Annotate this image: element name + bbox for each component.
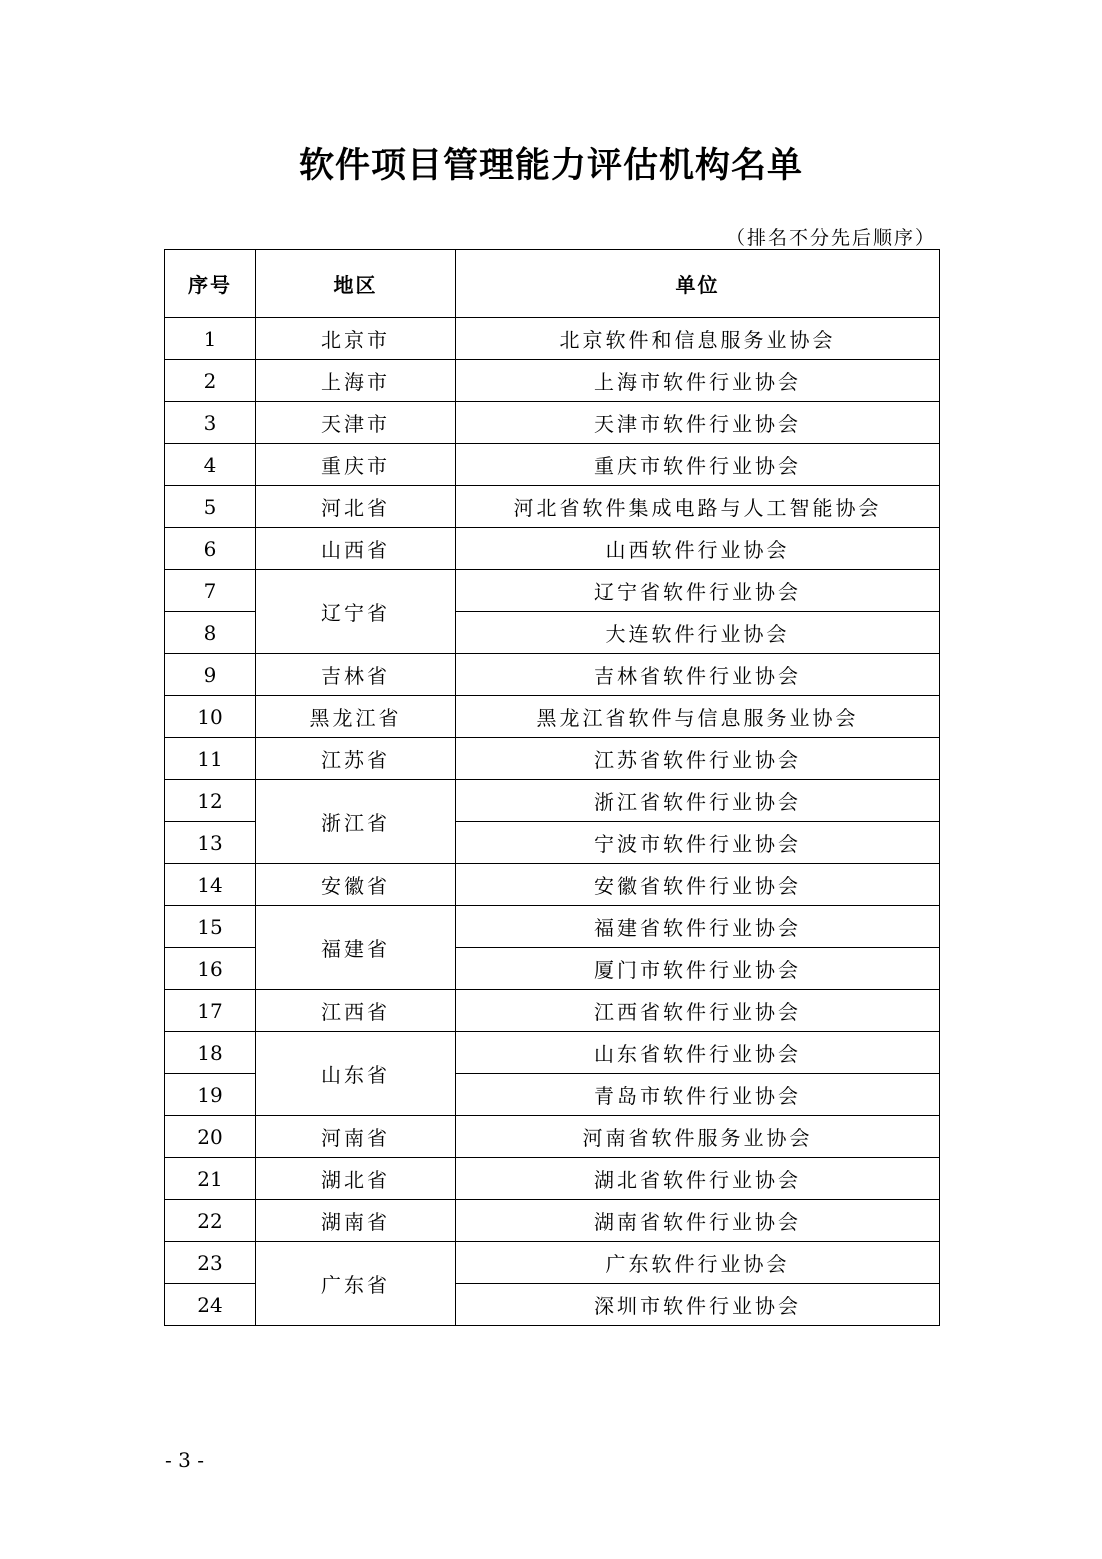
ordering-note: （排名不分先后顺序）: [725, 227, 936, 249]
row-unit: 浙江省软件行业协会: [456, 780, 940, 822]
table-row: [165, 1200, 940, 1242]
row-region: 广东省: [256, 1242, 456, 1326]
row-unit: 广东软件行业协会: [456, 1242, 940, 1284]
row-unit: 深圳市软件行业协会: [456, 1284, 940, 1326]
row-number: 24: [165, 1284, 256, 1326]
row-number: 4: [165, 444, 256, 486]
table-row: [165, 402, 940, 444]
table-row: [165, 1032, 940, 1074]
table-row: [165, 570, 940, 612]
table-row: [165, 738, 940, 780]
row-region: 天津市: [256, 402, 456, 444]
row-region: 浙江省: [256, 780, 456, 864]
row-unit: 黑龙江省软件与信息服务业协会: [456, 696, 940, 738]
row-unit: 天津市软件行业协会: [456, 402, 940, 444]
table-body: [165, 318, 940, 1326]
row-number: 20: [165, 1116, 256, 1158]
row-region: 湖北省: [256, 1158, 456, 1200]
row-region: 上海市: [256, 360, 456, 402]
row-unit: 吉林省软件行业协会: [456, 654, 940, 696]
row-unit: 江西省软件行业协会: [456, 990, 940, 1032]
table-header-row: [165, 250, 940, 318]
table-row: [165, 1158, 940, 1200]
row-unit: 湖北省软件行业协会: [456, 1158, 940, 1200]
row-unit: 辽宁省软件行业协会: [456, 570, 940, 612]
row-region: 河南省: [256, 1116, 456, 1158]
row-region: 江西省: [256, 990, 456, 1032]
row-number: 14: [165, 864, 256, 906]
row-region: 福建省: [256, 906, 456, 990]
header-region: 地区: [256, 250, 456, 318]
header-unit: 单位: [456, 250, 940, 318]
row-number: 19: [165, 1074, 256, 1116]
row-region: 重庆市: [256, 444, 456, 486]
institution-table: [164, 249, 940, 1326]
row-number: 15: [165, 906, 256, 948]
row-region: 北京市: [256, 318, 456, 360]
row-number: 11: [165, 738, 256, 780]
row-number: 9: [165, 654, 256, 696]
row-unit: 北京软件和信息服务业协会: [456, 318, 940, 360]
row-unit: 大连软件行业协会: [456, 612, 940, 654]
table-row: [165, 486, 940, 528]
row-region: 安徽省: [256, 864, 456, 906]
row-region: 山西省: [256, 528, 456, 570]
table-row: [165, 444, 940, 486]
row-number: 8: [165, 612, 256, 654]
page-number: - 3 -: [165, 1448, 204, 1472]
row-region: 山东省: [256, 1032, 456, 1116]
row-unit: 厦门市软件行业协会: [456, 948, 940, 990]
row-unit: 安徽省软件行业协会: [456, 864, 940, 906]
table-row: [165, 990, 940, 1032]
table-row: [165, 780, 940, 822]
row-unit: 福建省软件行业协会: [456, 906, 940, 948]
row-unit: 山东省软件行业协会: [456, 1032, 940, 1074]
row-number: 21: [165, 1158, 256, 1200]
row-region: 吉林省: [256, 654, 456, 696]
row-number: 5: [165, 486, 256, 528]
row-number: 17: [165, 990, 256, 1032]
row-number: 23: [165, 1242, 256, 1284]
row-unit: 江苏省软件行业协会: [456, 738, 940, 780]
row-number: 18: [165, 1032, 256, 1074]
row-region: 江苏省: [256, 738, 456, 780]
table-row: [165, 528, 940, 570]
table-row: [165, 864, 940, 906]
table-row: [165, 360, 940, 402]
row-number: 12: [165, 780, 256, 822]
row-unit: 上海市软件行业协会: [456, 360, 940, 402]
row-region: 河北省: [256, 486, 456, 528]
row-number: 22: [165, 1200, 256, 1242]
row-unit: 河北省软件集成电路与人工智能协会: [456, 486, 940, 528]
row-number: 10: [165, 696, 256, 738]
row-unit: 宁波市软件行业协会: [456, 822, 940, 864]
row-region: 湖南省: [256, 1200, 456, 1242]
row-unit: 山西软件行业协会: [456, 528, 940, 570]
header-no: 序号: [165, 250, 256, 318]
table-row: [165, 696, 940, 738]
row-unit: 湖南省软件行业协会: [456, 1200, 940, 1242]
row-region: 辽宁省: [256, 570, 456, 654]
row-region: 黑龙江省: [256, 696, 456, 738]
row-unit: 重庆市软件行业协会: [456, 444, 940, 486]
row-number: 16: [165, 948, 256, 990]
table-row: [165, 906, 940, 948]
row-unit: 河南省软件服务业协会: [456, 1116, 940, 1158]
table-row: [165, 1116, 940, 1158]
row-number: 7: [165, 570, 256, 612]
row-number: 1: [165, 318, 256, 360]
row-number: 2: [165, 360, 256, 402]
table-row: [165, 654, 940, 696]
row-number: 3: [165, 402, 256, 444]
row-number: 6: [165, 528, 256, 570]
table-row: [165, 1242, 940, 1284]
table-row: [165, 318, 940, 360]
row-unit: 青岛市软件行业协会: [456, 1074, 940, 1116]
page-title: 软件项目管理能力评估机构名单: [298, 146, 803, 186]
row-number: 13: [165, 822, 256, 864]
